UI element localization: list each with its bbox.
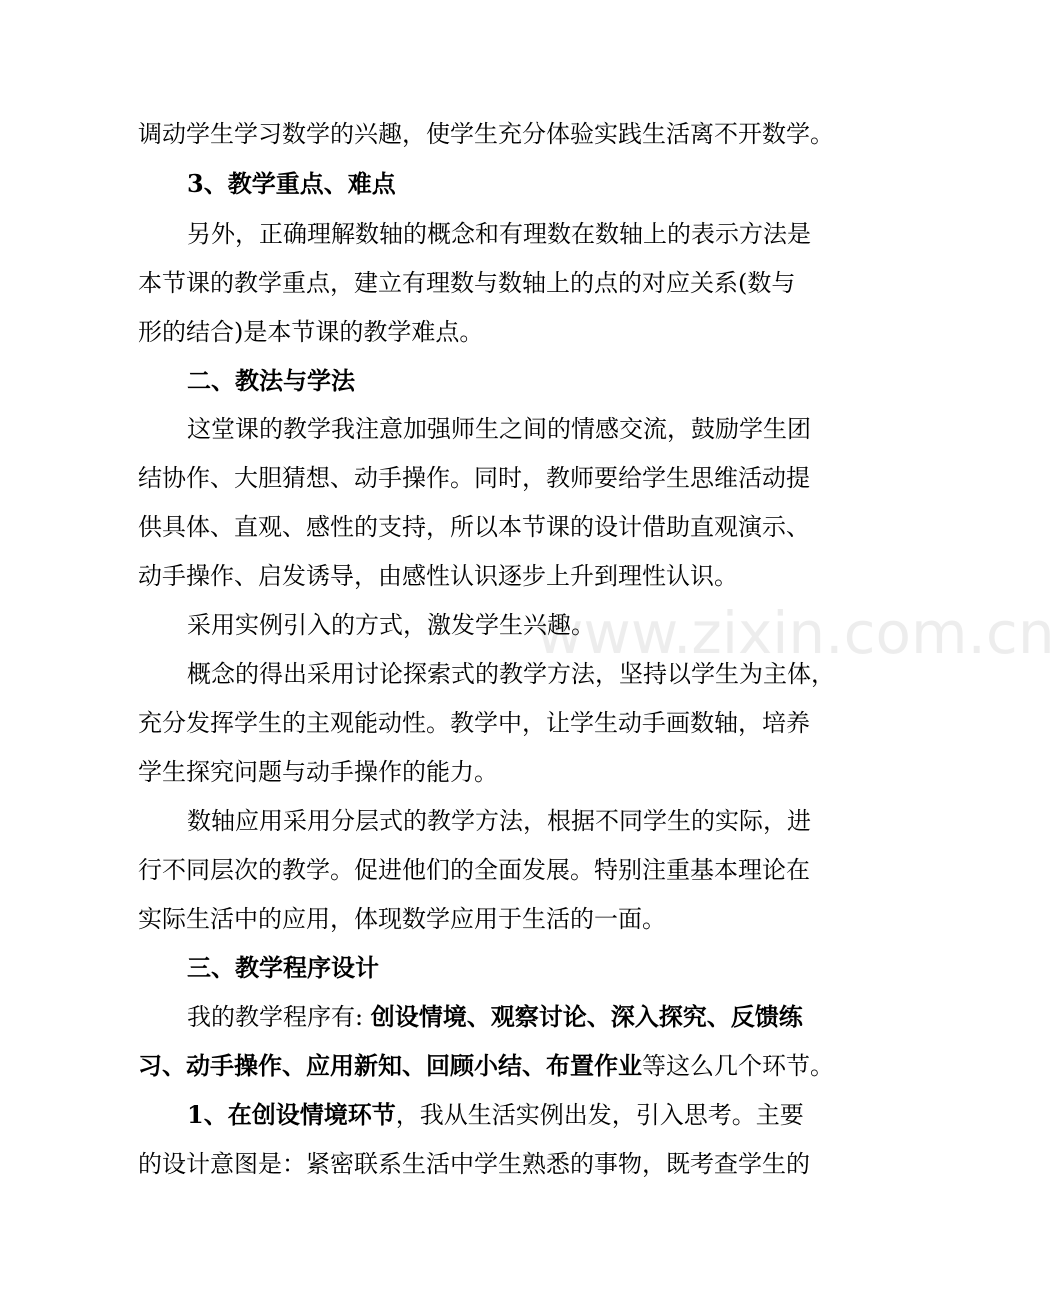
paragraph-line: 采用实例引入的方式，激发学生兴趣。 xyxy=(187,611,595,639)
paragraph-line: 调动学生学习数学的兴趣，使学生充分体验实践生活离不开数学。 xyxy=(138,120,834,148)
section-heading-key-points: 3、教学重点、难点 xyxy=(187,169,396,198)
watermark: www.zixin.com.cn xyxy=(536,599,1055,667)
section-heading-methods: 二、教法与学法 xyxy=(187,366,355,395)
paragraph-line: 本节课的教学重点，建立有理数与数轴上的点的对应关系(数与 xyxy=(138,269,796,297)
paragraph-text: 我的教学程序有: xyxy=(187,1003,371,1031)
paragraph-line xyxy=(187,997,803,1037)
emphasis-text: 创设情境、观察讨论、深入探究、反馈练 xyxy=(370,1002,803,1031)
paragraph-line: 行不同层次的教学。促进他们的全面发展。特别注重基本理论在 xyxy=(138,856,810,884)
paragraph-text: ，我从生活实例出发，引入思考。主要 xyxy=(395,1101,804,1129)
paragraph-line: 实际生活中的应用，体现数学应用于生活的一面。 xyxy=(138,905,666,933)
paragraph-line: 数轴应用采用分层式的教学方法，根据不同学生的实际，进 xyxy=(187,807,811,835)
paragraph-line: 充分发挥学生的主观能动性。教学中，让学生动手画数轴，培养 xyxy=(138,709,810,737)
paragraph-line: 学生探究问题与动手操作的能力。 xyxy=(138,758,498,786)
paragraph-line xyxy=(187,1095,804,1135)
paragraph-line: 概念的得出采用讨论探索式的教学方法，坚持以学生为主体， xyxy=(187,660,835,688)
paragraph-line: 形的结合)是本节课的教学难点。 xyxy=(138,318,484,346)
paragraph-line: 这堂课的教学我注意加强师生之间的情感交流，鼓励学生团 xyxy=(187,415,811,443)
section-heading-procedure: 三、教学程序设计 xyxy=(187,953,379,982)
paragraph-line xyxy=(138,1046,834,1086)
paragraph-line: 结协作、大胆猜想、动手操作。同时，教师要给学生思维活动提 xyxy=(138,464,810,492)
emphasis-text: 习、动手操作、应用新知、回顾小结、布置作业 xyxy=(138,1051,642,1080)
paragraph-text: 等这么几个环节。 xyxy=(642,1052,834,1080)
emphasis-text: 1、在创设情境环节 xyxy=(187,1100,396,1129)
paragraph-line: 动手操作、启发诱导，由感性认识逐步上升到理性认识。 xyxy=(138,562,738,590)
paragraph-line: 另外，正确理解数轴的概念和有理数在数轴上的表示方法是 xyxy=(187,220,811,248)
paragraph-line: 供具体、直观、感性的支持，所以本节课的设计借助直观演示、 xyxy=(138,513,810,541)
paragraph-line: 的设计意图是：紧密联系生活中学生熟悉的事物，既考查学生的 xyxy=(138,1150,810,1178)
